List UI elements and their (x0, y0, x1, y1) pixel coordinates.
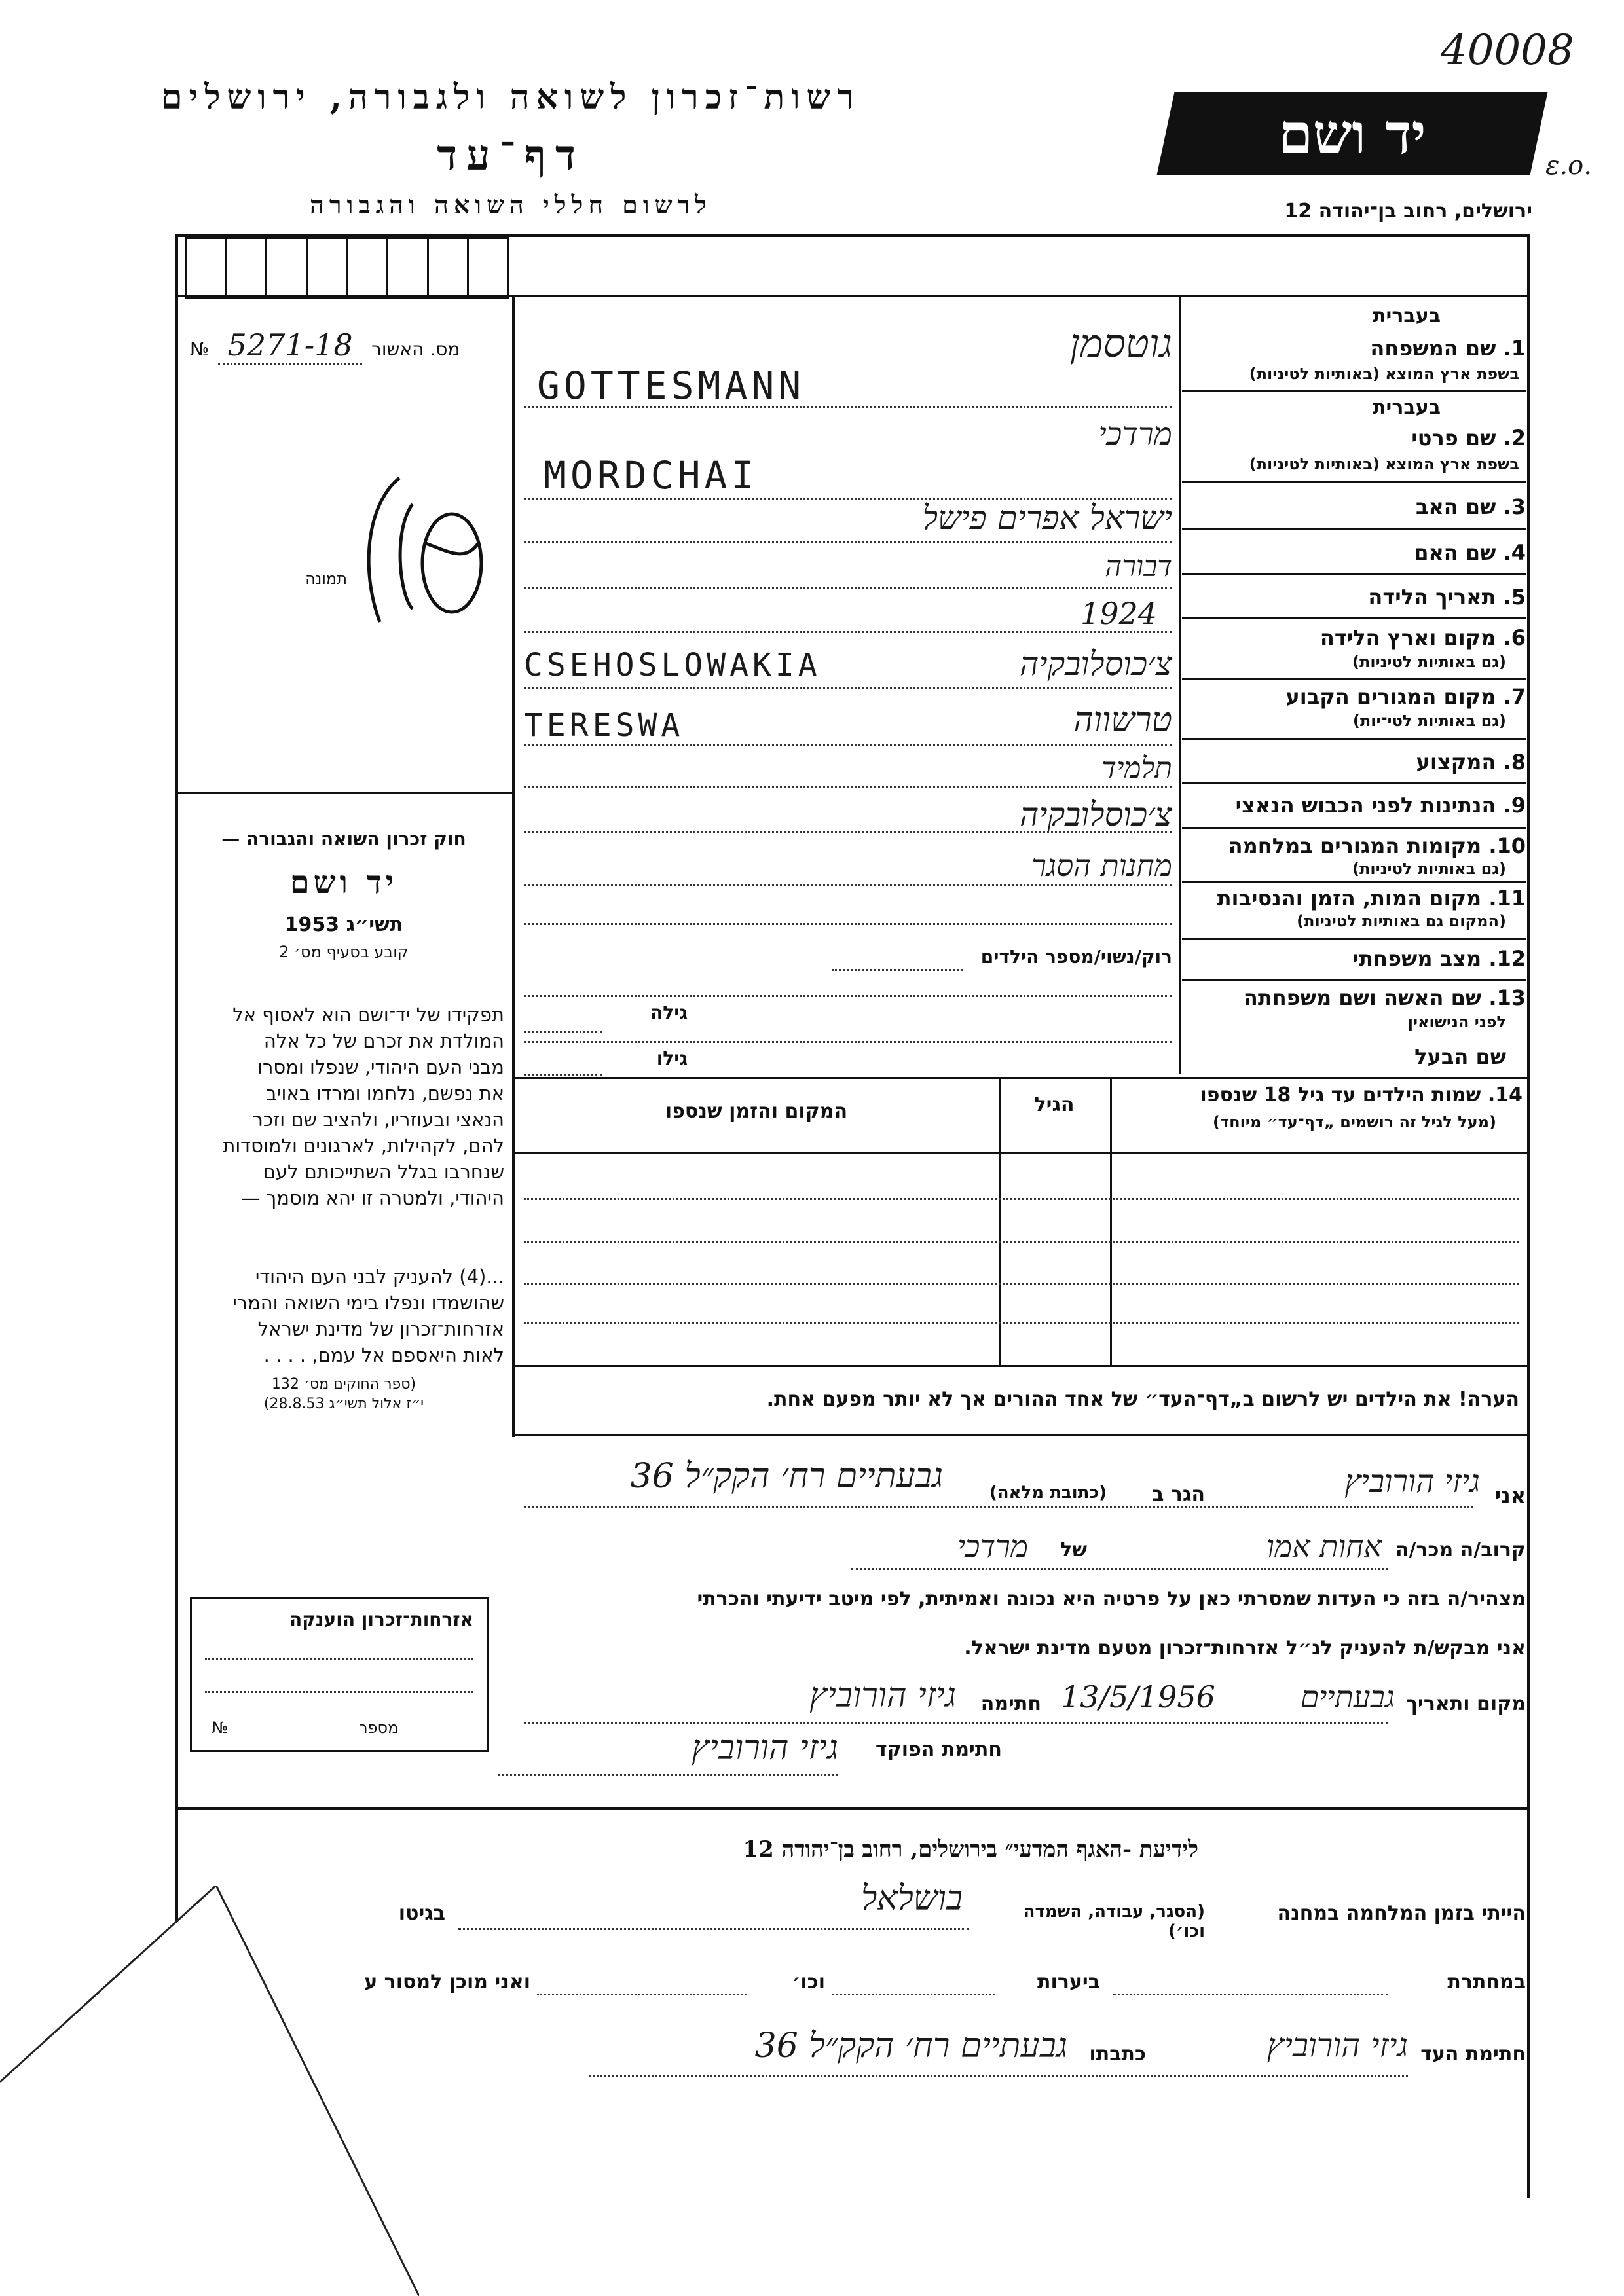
residence-latin: TERESWA (524, 707, 684, 744)
children-top-line (515, 1077, 1527, 1079)
of-label: של (1060, 1539, 1087, 1561)
law-line: תפקידו של יד־ושם הוא לאסוף אל (232, 1004, 504, 1026)
field-2-tag: בעברית (1373, 396, 1441, 419)
children-sub: (מעל לגיל זה רושמים „דף־עד״ מיוחד) (1213, 1113, 1496, 1131)
resides-label: הגר ב (1152, 1483, 1205, 1506)
law-line: אזרחות־זכרון של מדינת ישראל (257, 1318, 504, 1340)
photo-label: תמונה (305, 570, 347, 588)
science-etc: וכו׳ (792, 1971, 825, 1994)
nationality: צ׳כוסלובקיה (1020, 795, 1172, 833)
form-subtitle: לרשום חללי השואה והגבורה (310, 190, 712, 219)
relative-label: קרוב/ה מכר/ה (1395, 1539, 1526, 1561)
place-date-label: מקום ותאריך (1406, 1692, 1526, 1715)
field-4-label: 4. שם האם (1414, 540, 1526, 565)
law-line: שהושמדו ונפלו בימי השואה והמרי (232, 1292, 504, 1314)
law-ref-line: י״ז אלול תשי״ג 28.8.53) (263, 1396, 424, 1412)
marital-options: רוק/נשוי/מספר הילדים (980, 946, 1172, 968)
children-header-line (515, 1152, 1527, 1154)
cert-label: מס. האשור (371, 338, 460, 360)
cert-value: 5271-18 (218, 327, 362, 365)
field-9-label: 9. הנתינות לפני הכבוש הנאצי (1235, 793, 1526, 818)
law-line: הנאצי ובעוזריו, ולהציב שם וזכר (252, 1108, 504, 1131)
declaration-request: אני מבקש/ת להעניק לנ״ל אזרחות־זכרון מטעם מדינת ישראל. (964, 1637, 1526, 1660)
field-13-label: 13. שם האשה ושם משפחתה (1243, 985, 1526, 1010)
science-line1-hint: (הסגר, עבודה, השמדה וכו׳) (1023, 1902, 1205, 1941)
citizenship-no-label: № (212, 1719, 228, 1737)
authority-title: רשות־זכרון לשואה ולגבורה, ירושלים (161, 77, 860, 117)
citizenship-title: אזרחות־זכרון הוענקה (289, 1609, 473, 1630)
torn-corner-icon (0, 1886, 419, 2296)
archive-number: 40008 (1441, 26, 1574, 75)
witness-address: גבעתיים רח׳ הקק״ל 36 (754, 2026, 1067, 2066)
law-paragraph-1 (183, 1002, 504, 1211)
field-10-label: 10. מקומות המגורים במלחמה (1228, 833, 1526, 858)
field-13-sub: לפני הנישואין (1407, 1013, 1506, 1031)
logo-text: יד ושם (1278, 101, 1426, 166)
signature-label: חתימה (980, 1692, 1041, 1715)
citizenship-number-label: מספר (358, 1719, 399, 1737)
address-hint: (כתובת מלאה) (989, 1483, 1107, 1503)
law-reference (183, 1375, 504, 1414)
birth-place-he: צ׳כוסלובקיה (1020, 645, 1172, 683)
field-7-label: 7. מקום המגורים הקבוע (1285, 684, 1526, 709)
field-8-label: 8. המקצוע (1416, 750, 1526, 774)
science-ready: ואני מוכן למסור ע (364, 1971, 530, 1994)
law-line: ...(4) להעניק לבני העם היהודי (255, 1266, 504, 1288)
relation-value: אחות אמו (1266, 1529, 1382, 1564)
law-ref-line: (ספר החוקים מס׳ 132 (271, 1376, 416, 1393)
science-line1: הייתי בזמן המלחמה במחנה (1277, 1902, 1526, 1925)
top-grid-boxes (178, 237, 512, 295)
field-10-sub: (גם באותיות לטיניות) (1352, 860, 1506, 878)
field-2-sub: בשפת ארץ המוצא (באותיות לטיניות) (1249, 455, 1519, 473)
law-line: להם, לקהילות, לארגונים ולמוסדות (223, 1135, 504, 1157)
birth-place-latin: CSEHOSLOWAKIA (524, 647, 821, 683)
declaration-place: גבעתיים (1300, 1679, 1395, 1715)
law-line: את נפשם, נלחמו ומרדו באויב (266, 1082, 504, 1104)
law-line: שנחרבו בגלל השתייכותם לעם (263, 1161, 504, 1183)
form-title: דף־עד (437, 131, 585, 180)
witness-address-label: כתבתו (1089, 2043, 1146, 2066)
declaration-i-label: אני (1494, 1483, 1526, 1508)
science-forest: ביערות (1037, 1971, 1100, 1994)
father-name: ישראל אפרים פישל (922, 499, 1172, 537)
of-name: מרדכי (957, 1529, 1028, 1564)
witness-label: חתימת העד (1420, 2043, 1526, 2066)
law-line: היהודי, ולמטרה זו יהא מוסמך — (241, 1187, 504, 1209)
field-labels (1182, 298, 1526, 1074)
section-divider (178, 1807, 1527, 1810)
officer-signature: גיזי הורוביץ (692, 1728, 838, 1768)
field-11-sub: (המקום גם באותיות לטיניות) (1297, 912, 1506, 930)
children-title: 14. שמות הילדים עד גיל 18 שנספו (1200, 1084, 1522, 1106)
law-clause: קובע בסעיף מס׳ 2 (279, 943, 409, 961)
photo-area (354, 465, 485, 651)
declaration-date: 13/5/1956 (1061, 1679, 1215, 1715)
frame-right (1527, 234, 1530, 2198)
margin-note: ε.ο. (1545, 151, 1592, 181)
law-line: לאות היאספם אל עמם, . . . . (263, 1344, 504, 1366)
science-ghetto: בגיטו (398, 1902, 445, 1925)
children-place-header: המקום והזמן שנספו (665, 1100, 848, 1123)
law-line: המולדת את זכרם של כל אלה (263, 1030, 504, 1052)
header-address: ירושלים, רחוב בן־יהודה 12 (1284, 200, 1532, 223)
officer-label: חתימת הפוקד (876, 1738, 1002, 1761)
surname-he: גוטסמן (1069, 321, 1172, 367)
field-6-sub: (גם באותיות לטיניות) (1352, 653, 1506, 671)
photo-bottom-line (178, 792, 512, 794)
citizenship-box (190, 1597, 489, 1752)
firstname-latin: MORDCHAI (544, 453, 758, 498)
children-bottom-line (515, 1365, 1527, 1367)
surname-latin: GOTTESMANN (537, 363, 805, 408)
husband-name-label: שם הבעל (1414, 1044, 1506, 1069)
profession: תלמיד (1101, 752, 1172, 785)
law-year: תשי״ג 1953 (284, 913, 403, 936)
children-age-header: הגיל (1034, 1093, 1075, 1116)
declarant-name: גיזי הורוביץ (1344, 1463, 1480, 1500)
law-line: מבני העם היהודי, שנפלו ומסרו (257, 1056, 504, 1078)
note-bottom-line (515, 1434, 1527, 1436)
children-col-divider-1 (999, 1077, 1001, 1365)
declarant-signature: גיזי הורוביץ (809, 1676, 956, 1715)
science-camp: בושלאל (860, 1879, 963, 1918)
birth-date: 1924 (1080, 596, 1158, 631)
declarant-address: גבעתיים רח׳ הקק״ל 36 (630, 1457, 943, 1496)
children-col-divider-2 (1110, 1077, 1112, 1365)
children-note: הערה! את הילדים יש לרשום ב„דף־העד״ של אחד ההורים אך לא יותר מפעם אחת. (766, 1388, 1519, 1411)
science-underground: במחתרת (1447, 1971, 1526, 1994)
field-6-label: 6. מקום וארץ הלידה (1320, 625, 1526, 650)
wife-age-label: גילה (650, 1002, 688, 1023)
right-column-divider (1179, 295, 1181, 1074)
grid-bottom-line (178, 295, 1527, 297)
left-column-divider (512, 295, 515, 1437)
residence-he: טרשווה (1073, 701, 1172, 740)
death-place: מחנות הסגר (1031, 848, 1172, 883)
mother-name: דבורה (1105, 550, 1172, 583)
cert-row (190, 327, 504, 365)
field-5-label: 5. תאריך הלידה (1368, 585, 1526, 610)
field-1-sub: בשפת ארץ המוצא (באותיות לטיניות) (1249, 365, 1519, 383)
citizenship-number-row (212, 1719, 398, 1737)
signature-scribble-icon (354, 465, 485, 648)
field-3-label: 3. שם האב (1415, 494, 1526, 519)
cert-no-label: № (190, 338, 210, 360)
field-12-label: 12. מצב משפחתי (1352, 946, 1526, 971)
field-1-label: 1. שם המשפחה (1370, 336, 1526, 361)
firstname-he: מרדכי (1098, 416, 1172, 452)
law-title: חוק זכרון השואה והגבורה — (221, 828, 466, 850)
science-title: לידיעת -האגף המדעי״ בירושלים, רחוב בן־יהודה 12 (743, 1836, 1198, 1863)
field-2-label: 2. שם פרטי (1411, 426, 1526, 450)
law-logo: יד ושם (289, 864, 398, 901)
field-11-label: 11. מקום המות, הזמן והנסיבות (1217, 886, 1526, 911)
field-1-tag: בעברית (1373, 304, 1441, 327)
law-paragraph-2 (183, 1264, 504, 1368)
declaration-statement: מצהיר/ה בזה כי העדות שמסרתי כאן על פרטיה היא נכונה ואמיתית, לפי מיטב ידיעתי והכרתי (697, 1588, 1526, 1611)
witness-signature: גיזי הורוביץ (1266, 2026, 1408, 2064)
husband-age-label: גילו (656, 1048, 688, 1069)
field-7-sub: (גם באותיות לטי־יות) (1352, 712, 1506, 730)
